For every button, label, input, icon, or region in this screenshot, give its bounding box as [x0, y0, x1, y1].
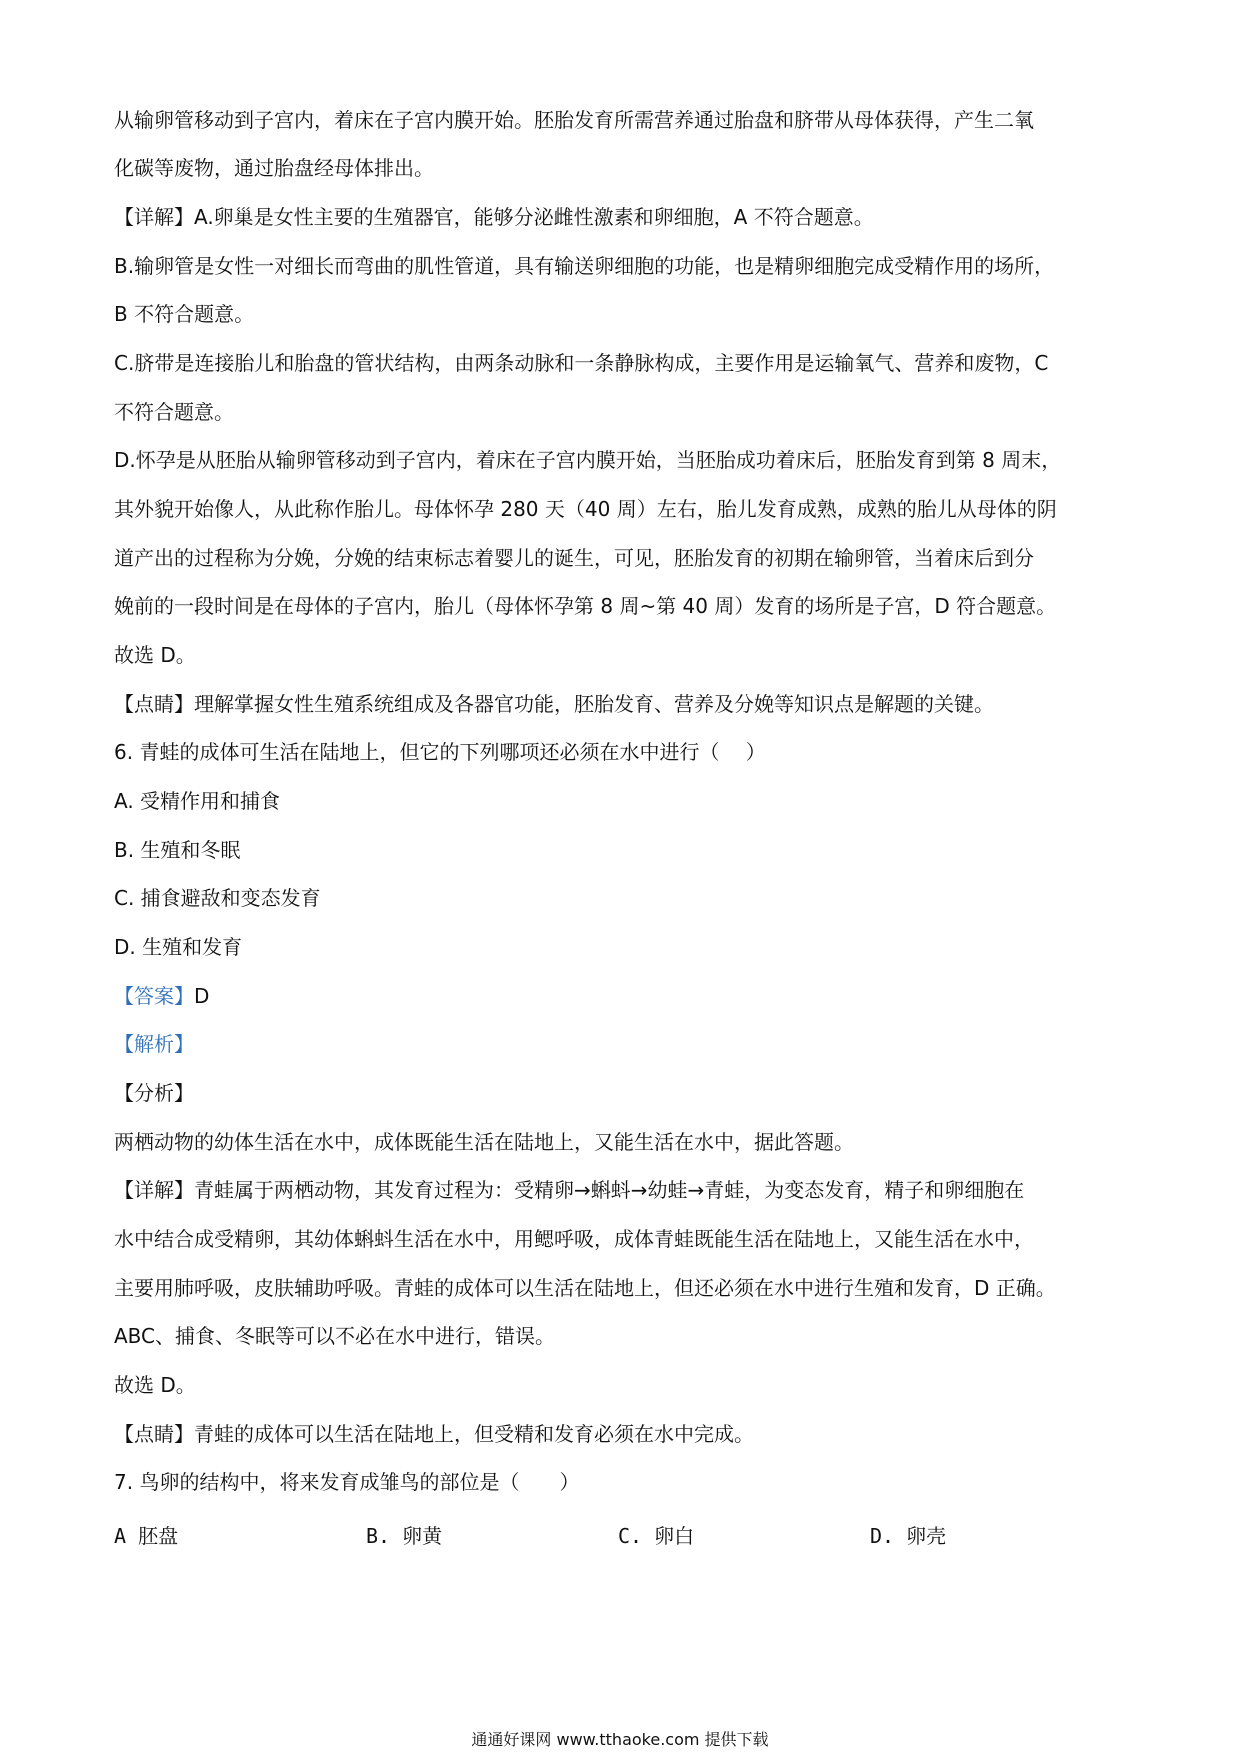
q6-option-d: D. 生殖和发育 — [114, 935, 243, 959]
answer-value: D — [194, 984, 210, 1008]
text-line: 不符合题意。 — [114, 400, 234, 424]
q6-option-a: A. 受精作用和捕食 — [114, 789, 281, 813]
analysis-label: 【解析】 — [114, 1032, 194, 1056]
text-line: 【分析】 — [114, 1081, 194, 1105]
text-line: 水中结合成受精卵，其幼体蝌蚪生活在水中，用鳃呼吸，成体青蛙既能生活在陆地上，又能生活在水中， — [114, 1227, 1034, 1251]
text-line: 从输卵管移动到子宫内，着床在子宫内膜开始。胚胎发育所需营养通过胎盘和脐带从母体获得，产生二氧 — [114, 108, 1034, 132]
question-6-stem: 6. 青蛙的成体可生活在陆地上，但它的下列哪项还必须在水中进行（ ） — [114, 740, 766, 764]
footer-text: 通通好课网 www.tthaoke.com 提供下载 — [471, 1730, 769, 1749]
answer-label: 【答案】 — [114, 984, 194, 1008]
q7-option-d: D. 卵壳 — [870, 1524, 947, 1548]
text-line: ABC、捕食、冬眠等可以不必在水中进行，错误。 — [114, 1324, 556, 1348]
text-line: 【点睛】青蛙的成体可以生活在陆地上，但受精和发育必须在水中完成。 — [114, 1422, 754, 1446]
text-line: 【详解】青蛙属于两栖动物，其发育过程为：受精卵→蝌蚪→幼蛙→青蛙，为变态发育，精子和卵细胞在 — [114, 1178, 1025, 1202]
q6-option-c: C. 捕食避敌和变态发育 — [114, 886, 321, 910]
text-line: 【详解】A.卵巢是女性主要的生殖器官，能够分泌雌性激素和卵细胞，A 不符合题意。 — [114, 205, 874, 229]
text-line: 【点睛】理解掌握女性生殖系统组成及各器官功能，胚胎发育、营养及分娩等知识点是解题的关键。 — [114, 692, 994, 716]
q7-option-b: B. 卵黄 — [366, 1524, 443, 1548]
text-line: 道产出的过程称为分娩，分娩的结束标志着婴儿的诞生，可见，胚胎发育的初期在输卵管，当着床后到分 — [114, 546, 1034, 570]
text-line: 其外貌开始像人，从此称作胎儿。母体怀孕 280 天（40 周）左右，胎儿发育成熟，成熟的胎儿从母体的阴 — [114, 497, 1057, 521]
text-line: 娩前的一段时间是在母体的子宫内，胎儿（母体怀孕第 8 周~第 40 周）发育的场所是子宫，D 符合题意。 — [114, 594, 1057, 618]
text-line: B 不符合题意。 — [114, 302, 255, 326]
text-line: 故选 D。 — [114, 643, 196, 667]
text-line: 主要用肺呼吸，皮肤辅助呼吸。青蛙的成体可以生活在陆地上，但还必须在水中进行生殖和发育，D 正确。 — [114, 1276, 1056, 1300]
q7-option-c: C. 卵白 — [618, 1524, 695, 1548]
answer-line — [114, 982, 209, 1010]
text-line: B.输卵管是女性一对细长而弯曲的肌性管道，具有输送卵细胞的功能，也是精卵细胞完成受精作用的场所， — [114, 254, 1055, 278]
q7-option-a: A 胚盘 — [114, 1524, 179, 1548]
text-line: D.怀孕是从胚胎从输卵管移动到子宫内，着床在子宫内膜开始，当胚胎成功着床后，胚胎发育到第 8 周末， — [114, 448, 1062, 472]
text-line: 化碳等废物，通过胎盘经母体排出。 — [114, 156, 434, 180]
q6-option-b: B. 生殖和冬眠 — [114, 838, 241, 862]
question-7-stem: 7. 鸟卵的结构中，将来发育成雏鸟的部位是（ ） — [114, 1470, 580, 1494]
text-line: 故选 D。 — [114, 1373, 196, 1397]
text-line: 两栖动物的幼体生活在水中，成体既能生活在陆地上，又能生活在水中，据此答题。 — [114, 1130, 854, 1154]
text-line: C.脐带是连接胎儿和胎盘的管状结构，由两条动脉和一条静脉构成，主要作用是运输氧气、营养和废物，C — [114, 351, 1049, 375]
